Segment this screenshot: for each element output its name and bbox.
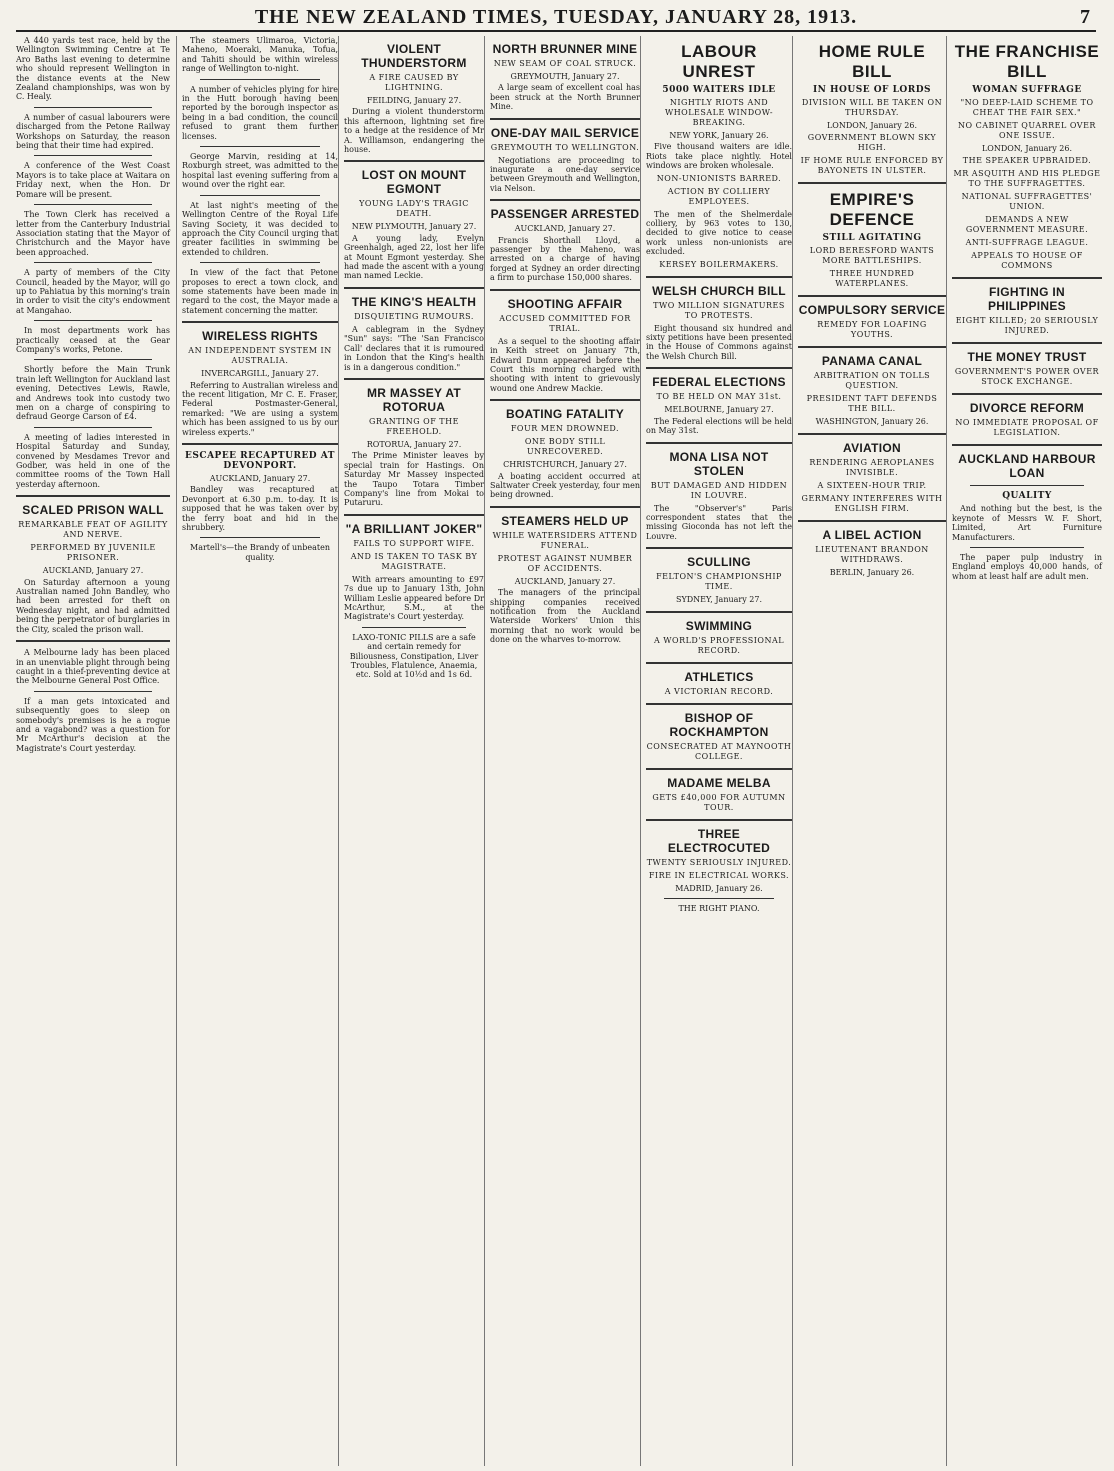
subheading: RENDERING AEROPLANES INVISIBLE. — [809, 457, 935, 477]
article-paragraph: During a violent thunderstorm this afternoon, lightning set fire to a hedge at the residence of Mr A. Williamson, endangering the house. — [344, 107, 484, 155]
headline: "A BRILLIANT JOKER" — [345, 521, 483, 536]
subheading: STILL AGITATING — [822, 233, 922, 244]
divider — [344, 514, 484, 516]
subheading: NO IMMEDIATE PROPOSAL OF LEGISLATION. — [955, 418, 1099, 438]
subheading: YOUNG LADY'S TRAGIC DEATH. — [359, 199, 469, 219]
divider — [182, 443, 338, 445]
headline: LABOUR UNREST — [681, 42, 757, 81]
headline: PASSENGER ARRESTED — [490, 207, 640, 222]
subheading: DISQUIETING RUMOURS. — [354, 311, 474, 321]
subheading: A WORLD'S PROFESSIONAL RECORD. — [653, 635, 785, 655]
headline: DIVORCE REFORM — [969, 401, 1085, 416]
dateline: SYDNEY, January 27. — [675, 595, 762, 605]
subheading: TO BE HELD ON MAY 31st. — [656, 392, 782, 402]
subheading: WHILE WATERSIDERS ATTEND FUNERAL. — [492, 530, 638, 550]
headline: MADAME MELBA — [667, 775, 771, 790]
article-paragraph: A large seam of excellent coal has been struck at the North Brunner Mine. — [490, 83, 640, 112]
column-5 — [640, 36, 796, 1466]
dateline: BERLIN, January 26. — [829, 567, 915, 577]
subheading: FELTON'S CHAMPIONSHIP TIME. — [656, 572, 782, 592]
divider — [34, 427, 152, 428]
subheading: THREE HUNDRED WATERPLANES. — [829, 269, 915, 289]
subheading: GERMANY INTERFERES WITH ENGLISH FIRM. — [801, 493, 943, 513]
divider — [664, 898, 774, 899]
article-paragraph: A young lady, Evelyn Greenhalgh, aged 22, lost her life at Mount Egmont yesterday. She had made the ascent with a young man named Leckie. — [344, 233, 484, 281]
divider — [34, 262, 152, 263]
article-paragraph: Referring to Australian wireless and the recent litigation, Mr C. E. Fraser, Federal Postmaster-General, remarked: "We are using a system which has been assigned to us by our wireless experts." — [182, 380, 338, 437]
divider — [182, 321, 338, 323]
subheading: PERFORMED BY JUVENILE PRISONER. — [30, 543, 156, 563]
headline: COMPULSORY SERVICE — [798, 303, 946, 318]
headline: THE KING'S HEALTH — [351, 294, 477, 309]
subheading: REMARKABLE FEAT OF AGILITY AND NERVE. — [18, 520, 168, 540]
column-7 — [946, 36, 1104, 1466]
divider — [200, 146, 320, 147]
subheading: ANTI-SUFFRAGE LEAGUE. — [965, 238, 1089, 248]
masthead-title: THE NEW ZEALAND TIMES, TUESDAY, JANUARY 28, 1913. — [254, 6, 858, 28]
subheading: REMEDY FOR LOAFING YOUTHS. — [817, 320, 927, 340]
headline: STEAMERS HELD UP — [501, 513, 629, 528]
article-paragraph: Five thousand waiters are idle. Riots take place nightly. Hotel windows are broken wholesale. — [646, 142, 792, 171]
divider — [344, 378, 484, 380]
headline: MONA LISA NOT STOLEN — [669, 449, 769, 478]
subheading: ACTION BY COLLIERY EMPLOYEES. — [667, 186, 771, 206]
divider — [646, 662, 792, 664]
article-paragraph: Negotiations are proceeding to inaugurate a one-day service between Greymouth and Wellington, via Nelson. — [490, 155, 640, 193]
advertisement: Martell's—the Brandy of unbeaten quality. — [190, 543, 330, 562]
headline: SHOOTING AFFAIR — [507, 296, 623, 311]
dateline: AUCKLAND, January 27. — [209, 474, 311, 483]
divider — [16, 495, 170, 497]
divider — [798, 295, 946, 297]
subheading: "NO DEEP-LAID SCHEME TO CHEAT THE FAIR SEX." — [960, 98, 1094, 117]
article-paragraph: A conference of the West Coast Mayors is to take place at Waitara on Friday next, when the Hon. Dr Pomare will be present. — [16, 161, 170, 199]
subheading: NON-UNIONISTS BARRED. — [656, 173, 782, 183]
subheading: PROTEST AGAINST NUMBER OF ACCIDENTS. — [497, 553, 633, 573]
dateline: LONDON, January 26. — [826, 121, 918, 130]
article-paragraph: Eight thousand six hundred and sixty petitions have been presented in the House of Commons against the Welsh Church Bill. — [646, 323, 792, 361]
headline: AVIATION — [843, 440, 901, 455]
dateline: AUCKLAND, January 27. — [42, 566, 144, 576]
dateline: WASHINGTON, January 26. — [815, 417, 929, 427]
subheading: GOVERNMENT BLOWN SKY HIGH. — [807, 133, 937, 153]
divider — [646, 367, 792, 369]
divider — [34, 107, 152, 108]
dateline: NEW YORK, January 26. — [669, 131, 769, 140]
divider — [344, 160, 484, 162]
subheading: LIEUTENANT BRANDON WITHDRAWS. — [815, 544, 929, 564]
dateline: FEILDING, January 27. — [366, 96, 462, 105]
divider — [200, 537, 320, 538]
subheading: KERSEY BOILERMAKERS. — [659, 259, 779, 269]
headline: SWIMMING — [685, 618, 753, 633]
article-paragraph: The steamers Ulimaroa, Victoria, Maheno, Moeraki, Manuka, Tofua, and Tahiti should be within wireless range of Wellington to-night. — [182, 36, 338, 74]
subheading: ACCUSED COMMITTED FOR TRIAL. — [499, 313, 631, 333]
divider — [200, 79, 320, 80]
divider — [490, 399, 640, 401]
headline: WELSH CHURCH BILL — [652, 283, 786, 298]
article-paragraph: At last night's meeting of the Wellington Centre of the Royal Life Saving Society, it was decided to approach the City Council urging that greater facilities in swimming be extended to children. — [182, 200, 338, 257]
advertisement: LAXO-TONIC PILLS are a safe and certain remedy for Biliousness, Constipation, Liver Troubles, Flatulence, Anaemia, etc. Sold at 10½d and 1s 6d. — [349, 632, 479, 680]
subheading: FIRE IN ELECTRICAL WORKS. — [648, 870, 790, 880]
subheading: PRESIDENT TAFT DEFENDS THE BILL. — [806, 394, 938, 414]
subheading: NATIONAL SUFFRAGETTES' UNION. — [961, 192, 1093, 212]
divider — [798, 346, 946, 348]
subheading: ARBITRATION ON TOLLS QUESTION. — [813, 371, 931, 391]
headline: MR MASSEY AT ROTORUA — [366, 385, 462, 414]
subheading: GOVERNMENT'S POWER OVER STOCK EXCHANGE. — [954, 367, 1100, 387]
subheading: EIGHT KILLED; 20 SERIOUSLY INJURED. — [955, 316, 1099, 336]
subheading: A VICTORIAN RECORD. — [664, 686, 774, 696]
divider — [798, 433, 946, 435]
subheading: APPEALS TO HOUSE OF COMMONS — [971, 251, 1083, 271]
divider — [646, 819, 792, 821]
divider — [952, 393, 1102, 395]
divider — [952, 342, 1102, 344]
dateline: NEW PLYMOUTH, January 27. — [351, 222, 477, 232]
subheading: WOMAN SUFFRAGE — [972, 85, 1082, 95]
headline: VIOLENT THUNDERSTORM — [361, 42, 467, 70]
article-paragraph: A cablegram in the Sydney "Sun" says: "The 'San Francisco Call' declares that it is rumoured in London that the King's health is in a dangerous condition." — [344, 324, 484, 372]
dateline: AUCKLAND, January 27. — [514, 576, 616, 586]
subheading: DIVISION WILL BE TAKEN ON THURSDAY. — [801, 98, 943, 117]
subheading: LORD BERESFORD WANTS MORE BATTLESHIPS. — [809, 246, 935, 266]
subheading: FOUR MEN DROWNED. — [510, 424, 620, 434]
subheading: BUT DAMAGED AND HIDDEN IN LOUVRE. — [650, 480, 788, 500]
article-paragraph: A Melbourne lady has been placed in an unenviable plight through being caught in a thief-preventing device at the Melbourne General Post Office. — [16, 648, 170, 686]
divider — [490, 506, 640, 508]
subheading: AND IS TAKEN TO TASK BY MAGISTRATE. — [350, 551, 478, 571]
article-paragraph: George Marvin, residing at 14, Roxburgh street, was admitted to the hospital last evening suffering from a wound over the right ear. — [182, 152, 338, 190]
article-paragraph: The Federal elections will be held on May 31st. — [646, 416, 792, 436]
divider — [490, 118, 640, 120]
dateline: GREYMOUTH, January 27. — [510, 72, 620, 81]
column-4 — [484, 36, 644, 1466]
subheading: A FIRE CAUSED BY LIGHTNING. — [369, 73, 459, 92]
subheading: CONSECRATED AT MAYNOOTH COLLEGE. — [646, 741, 792, 761]
subheading: ONE BODY STILL UNRECOVERED. — [524, 437, 606, 457]
headline: HOME RULE BILL — [818, 42, 926, 81]
divider — [798, 520, 946, 522]
subheading: NEW SEAM OF COAL STRUCK. — [493, 59, 637, 68]
headline: LOST ON MOUNT EGMONT — [361, 168, 467, 197]
subheading: DEMANDS A NEW GOVERNMENT MEASURE. — [965, 215, 1089, 235]
headline: SCALED PRISON WALL — [22, 503, 164, 518]
divider — [34, 204, 152, 205]
headline: EMPIRE'S DEFENCE — [829, 190, 915, 230]
divider — [34, 320, 152, 321]
headline: ESCAPEE RECAPTURED AT DEVONPORT. — [185, 451, 335, 471]
dateline: MADRID, January 26. — [675, 883, 763, 893]
dateline: LONDON, January 26. — [981, 144, 1073, 153]
column-3 — [338, 36, 488, 1466]
article-paragraph: As a sequel to the shooting affair in Keith street on January 7th, Edward Dunn appeared before the Court this morning charged with shooting with intent to grievously wound one Andrew Mackie. — [490, 336, 640, 393]
subheading: TWO MILLION SIGNATURES TO PROTESTS. — [653, 300, 785, 320]
article-paragraph: The Town Clerk has received a letter from the Canterbury Industrial Association stating that the Mayor of Christchurch and the Mayor have been approached. — [16, 210, 170, 257]
divider — [344, 287, 484, 289]
headline: PANAMA CANAL — [821, 354, 923, 369]
article-paragraph: A number of casual labourers were discharged from the Petone Railway Workshops on Saturday, the reason being that their time had expired. — [16, 112, 170, 151]
article-paragraph: In view of the fact that Petone proposes to erect a town clock, and some statements have been made in regard to the cost, the Mayor made a statement concerning the matter. — [182, 268, 338, 315]
subheading: IN HOUSE OF LORDS — [812, 85, 932, 95]
column-1 — [16, 36, 174, 1466]
divider — [646, 703, 792, 705]
column-2 — [176, 36, 342, 1466]
divider — [362, 627, 466, 628]
article-paragraph: With arrears amounting to £97 7s due up to January 13th, John William Leslie appeared before Dr McArthur, S.M., at the Magistrate's Court yesterday. — [344, 574, 484, 622]
article-paragraph: Francis Shorthall Lloyd, a passenger by the Maheno, was arrested on a charge of having forged at Sydney an order directing a firm to purchase 150,000 shares. — [490, 235, 640, 283]
subheading: GREYMOUTH TO WELLINGTON. — [490, 142, 640, 152]
headline: FIGHTING IN PHILIPPINES — [988, 285, 1066, 314]
dateline: AUCKLAND, January 27. — [514, 224, 616, 234]
headline: THE FRANCHISE BILL — [954, 42, 1100, 81]
article-paragraph: A party of members of the City Council, headed by the Mayor, will go up to Pahiatua by this morning's train in order to visit the city's endowment at Mangahao. — [16, 268, 170, 315]
divider — [952, 444, 1102, 446]
column-6 — [792, 36, 950, 1466]
advertisement: THE RIGHT PIANO. — [678, 903, 760, 913]
subheading: QUALITY — [1002, 491, 1052, 502]
headline: NORTH BRUNNER MINE — [492, 42, 638, 56]
subheading: GETS £40,000 FOR AUTUMN TOUR. — [652, 792, 786, 812]
divider — [34, 359, 152, 360]
article-paragraph: The "Observer's" Paris correspondent states that the missing Gioconda has not left the Louvre. — [646, 503, 792, 541]
headline: THE MONEY TRUST — [967, 350, 1087, 365]
headline: WIRELESS RIGHTS — [202, 329, 318, 344]
headline: ATHLETICS — [684, 669, 754, 684]
divider — [970, 485, 1084, 486]
subheading: NIGHTLY RIOTS AND WHOLESALE WINDOW-BREAKING. — [664, 98, 774, 127]
article-paragraph: A meeting of ladies interested in Hospital Saturday and Sunday, convened by Mesdames Trevor and Godber, was held in one of the committee rooms of the Town Hall yesterday afternoon. — [16, 432, 170, 489]
headline: THREE ELECTROCUTED — [667, 826, 771, 855]
masthead — [16, 6, 1096, 32]
divider — [798, 182, 946, 184]
headline: BOATING FATALITY — [505, 407, 625, 422]
divider — [34, 691, 152, 692]
article-paragraph: If a man gets intoxicated and subsequently goes to sleep on somebody's premises is he a rogue and a vagabond? was a question for Mr McArthur's decision at the Magistrate's Court yesterday. — [16, 696, 170, 753]
divider — [646, 276, 792, 278]
subheading: GRANTING OF THE FREEHOLD. — [369, 416, 459, 436]
headline: FEDERAL ELECTIONS — [652, 375, 786, 390]
subheading: IF HOME RULE ENFORCED BY BAYONETS IN ULSTER. — [800, 156, 944, 176]
subheading: NO CABINET QUARREL OVER ONE ISSUE. — [958, 121, 1096, 140]
divider — [952, 277, 1102, 279]
article-paragraph: Bandley was recaptured at Devonport at 6.30 p.m. to-day. It is supposed that he was taken over by the ferry boat and hid in the shrubbery. — [182, 485, 338, 533]
article-paragraph: The managers of the principal shipping companies received notification from the Auckland Waterside Workers' Union this morning that no work would be done on the wharves to-morrow. — [490, 588, 640, 645]
divider — [34, 155, 152, 156]
subheading: MR ASQUITH AND HIS PLEDGE TO THE SUFFRAGETTES. — [953, 169, 1101, 189]
divider — [646, 547, 792, 549]
article-paragraph: A boating accident occurred at Saltwater Creek yesterday, four men being drowned. — [490, 471, 640, 500]
divider — [16, 640, 170, 642]
divider — [490, 199, 640, 201]
page-number: 7 — [1080, 6, 1090, 28]
dateline: INVERCARGILL, January 27. — [201, 369, 319, 379]
article-paragraph: A 440 yards test race, held by the Wellington Swimming Centre at Te Aro Baths last evening to determine who should represent Wellington in the distance events at the New Zealand championships, was won by C. Healy. — [16, 36, 170, 102]
article-paragraph: And nothing but the best, is the keynote of Messrs W. F. Short, Limited, Art Furniture Manufacturers. — [952, 504, 1102, 542]
article-paragraph: The paper pulp industry in England employs 40,000 hands, of whom at least half are adult men. — [952, 553, 1102, 581]
headline: ONE-DAY MAIL SERVICE — [490, 125, 640, 140]
subheading: FAILS TO SUPPORT WIFE. — [353, 538, 475, 548]
subheading: A SIXTEEN-HOUR TRIP. — [817, 480, 927, 490]
divider — [970, 547, 1084, 548]
subheading: 5000 WAITERS IDLE — [662, 85, 776, 95]
divider — [200, 195, 320, 196]
divider — [646, 442, 792, 444]
headline: SCULLING — [687, 555, 751, 570]
headline: A LIBEL ACTION — [822, 527, 922, 542]
divider — [200, 262, 320, 263]
divider — [646, 611, 792, 613]
divider — [490, 289, 640, 291]
headline: BISHOP OF ROCKHAMPTON — [669, 710, 769, 739]
dateline: ROTORUA, January 27. — [366, 439, 462, 449]
subheading: THE SPEAKER UPBRAIDED. — [962, 156, 1092, 166]
article-paragraph: Shortly before the Main Trunk train left Wellington for Auckland last evening, Detectives Lewis, Rawle, and Andrews took into custody two men on a charge of conspiring to defraud George Carson of £4. — [16, 365, 170, 422]
subheading: TWENTY SERIOUSLY INJURED. — [646, 857, 792, 867]
article-paragraph: In most departments work has practically ceased at the Gear Company's works, Petone. — [16, 326, 170, 354]
article-paragraph: The Prime Minister leaves by special train for Hastings. On Saturday Mr Massey inspected the Taupo Totara Timber Company's line from Mokai to Putaruru. — [344, 451, 484, 508]
dateline: CHRISTCHURCH, January 27. — [503, 460, 627, 470]
article-paragraph: A number of vehicles plying for hire in the Hutt borough having been reported by the borough inspector as being in a bad condition, the council refused to grant them further licenses. — [182, 84, 338, 141]
article-paragraph: On Saturday afternoon a young Australian named John Bandley, who had been arrested for theft on Wednesday night, and had admitted being the perpetrator of burglaries in the City, scaled the prison wall. — [16, 577, 170, 634]
dateline: MELBOURNE, January 27. — [664, 405, 774, 415]
article-paragraph: The men of the Shelmerdale colliery, by 963 votes to 130, decided to give notice to cease work unless non-unionists are excluded. — [646, 209, 792, 257]
headline: AUCKLAND HARBOUR LOAN — [958, 452, 1096, 481]
divider — [646, 768, 792, 770]
subheading: AN INDEPENDENT SYSTEM IN AUSTRALIA. — [188, 346, 332, 366]
